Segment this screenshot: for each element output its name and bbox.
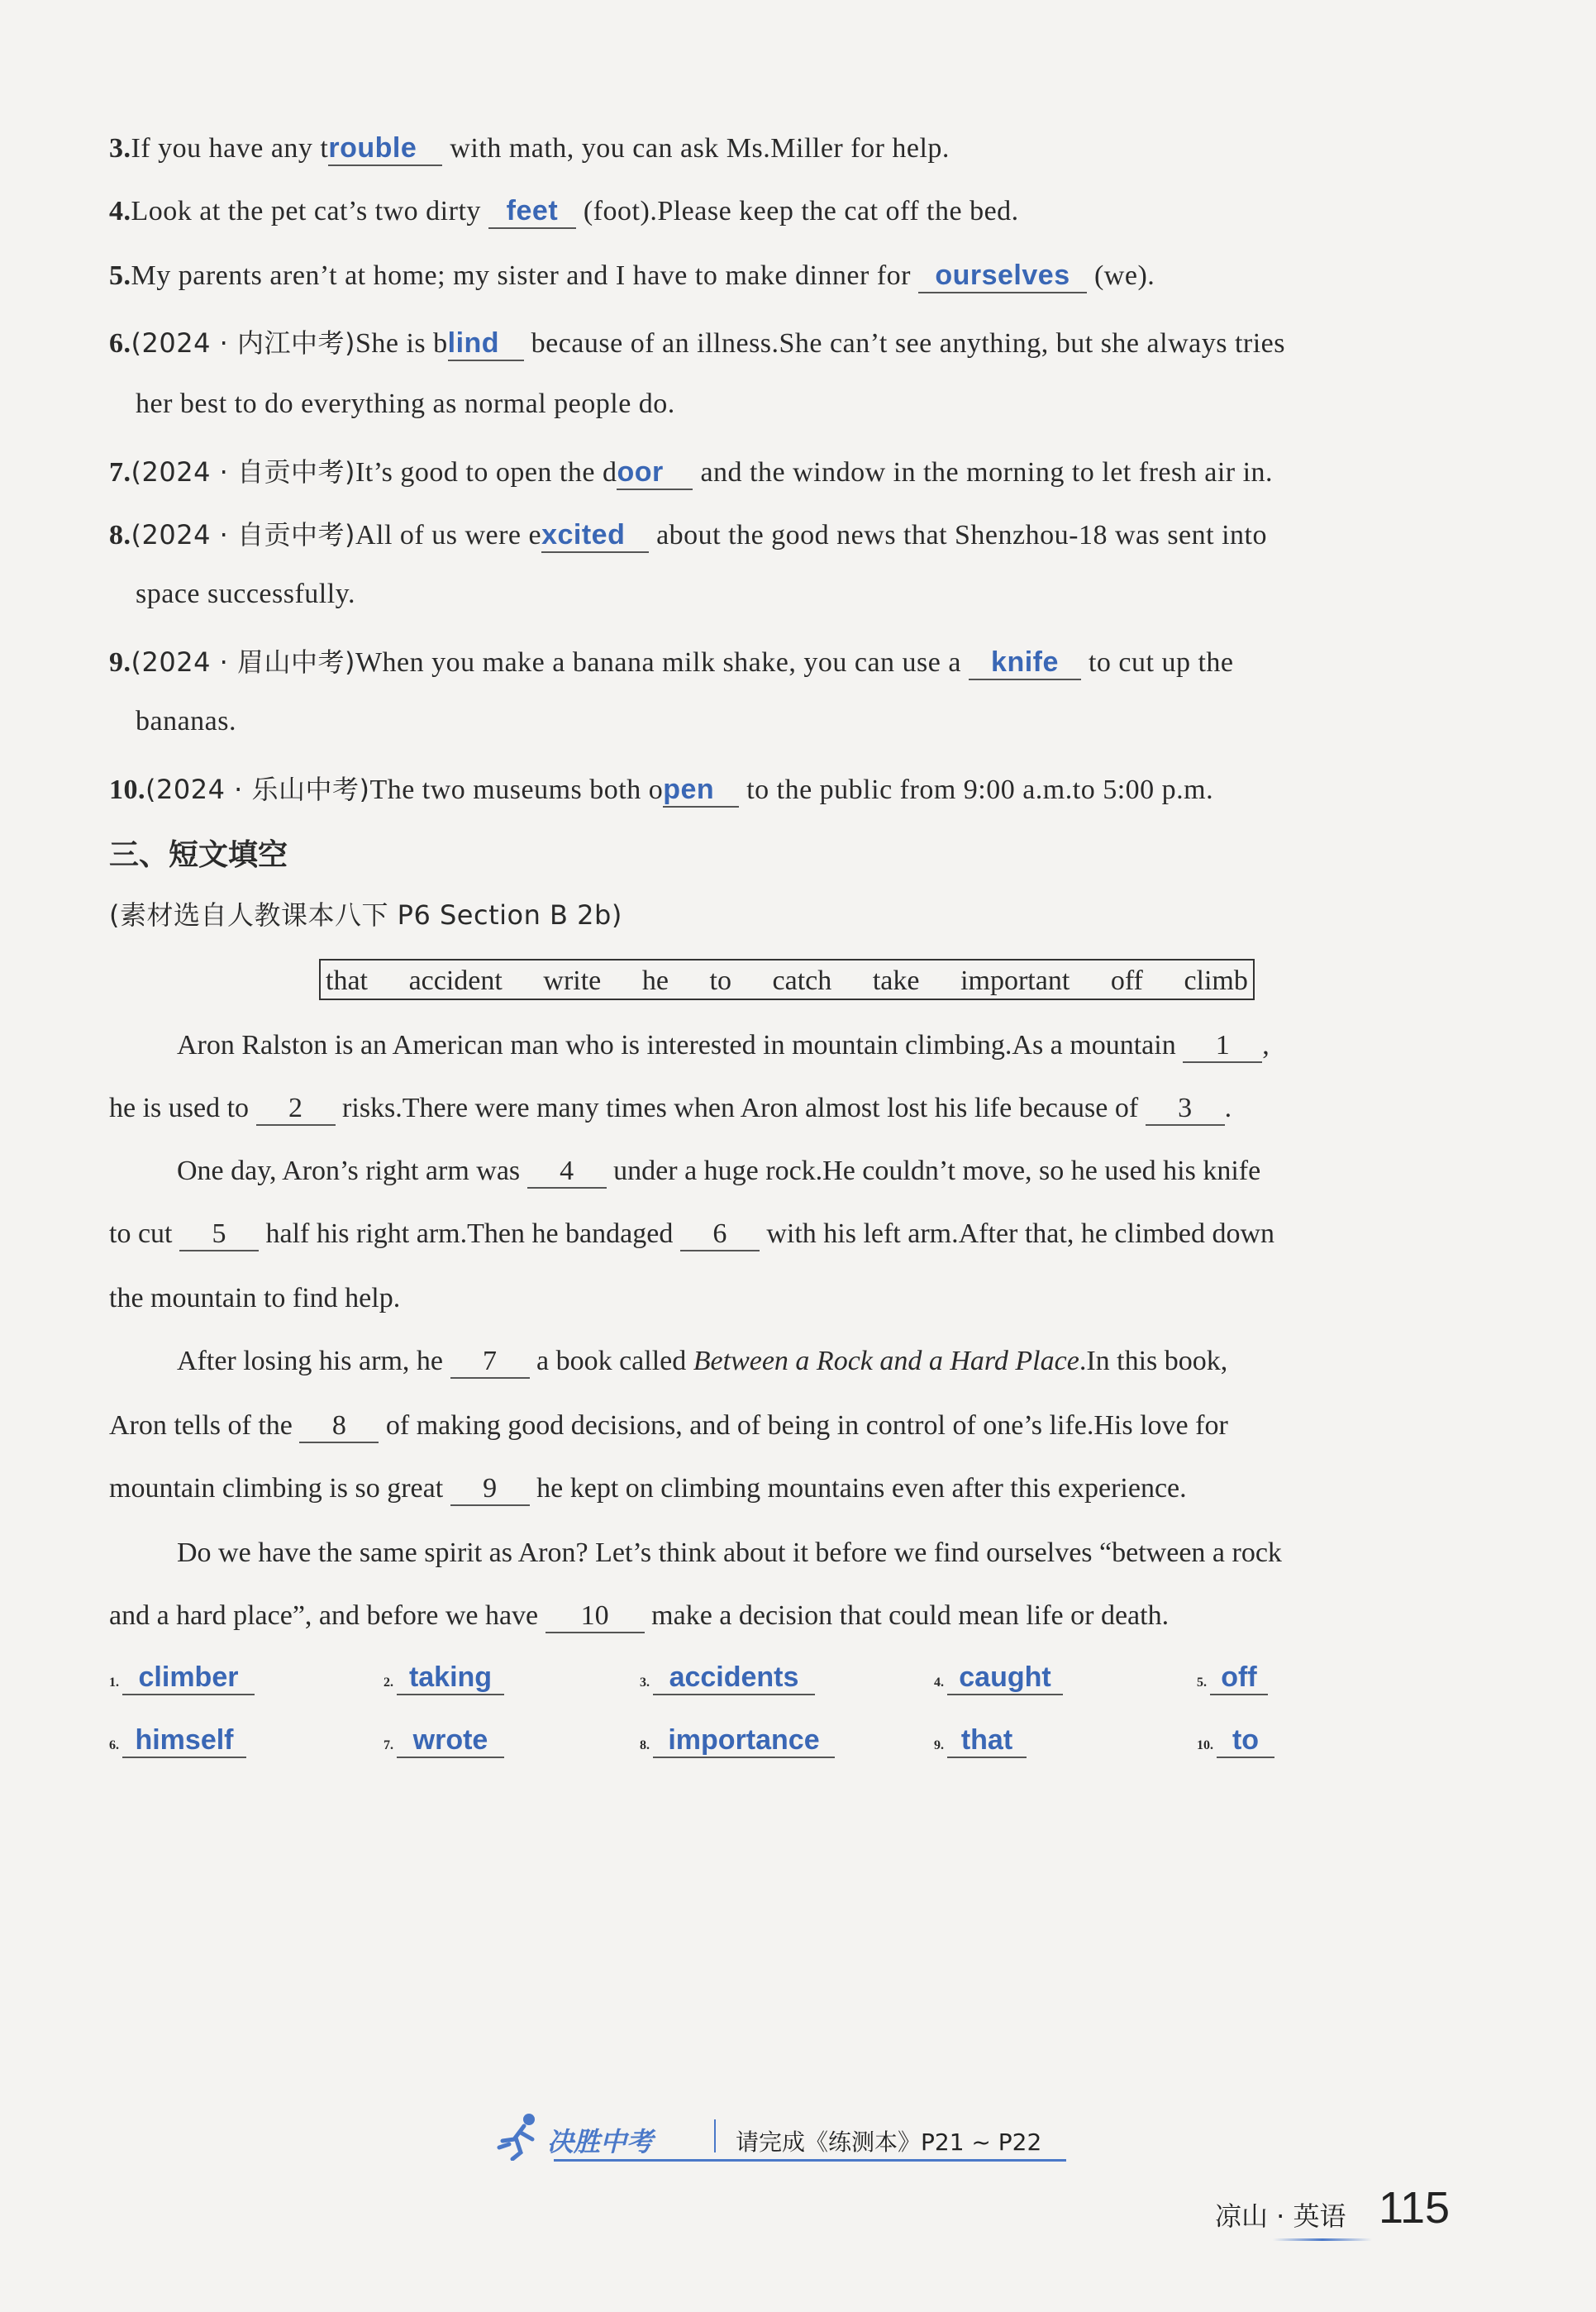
passage-text: the mountain to find help. — [109, 1283, 401, 1313]
page-region: 凉山 · 英语 — [1215, 2200, 1346, 2232]
word-bank-item: write — [543, 965, 602, 996]
answer-item — [1197, 1724, 1274, 1758]
passage-blank: 9 — [450, 1473, 530, 1506]
answer-text: wrote — [397, 1724, 504, 1758]
answer-item — [934, 1724, 1027, 1758]
question-source: (2024 · 眉山中考) — [131, 646, 355, 678]
answer-text: that — [947, 1724, 1027, 1758]
answer-item — [1197, 1661, 1268, 1695]
answer-blank — [617, 456, 693, 490]
passage-line: he is used to 2 risks.There were many times when Aron almost lost his life because of 3 . — [109, 1093, 1465, 1126]
word-bank-item: climb — [1184, 965, 1248, 996]
book-title: Between a Rock and a Hard Place — [693, 1346, 1079, 1376]
question-text: She is b — [355, 328, 448, 359]
word-bank-item: catch — [772, 965, 832, 996]
question-text: with math, you can ask Ms.Miller for help. — [442, 133, 950, 164]
answer-number: 7. — [384, 1738, 393, 1752]
question-number: 8. — [109, 520, 131, 551]
passage-blank: 3 — [1146, 1093, 1225, 1126]
passage-text: make a decision that could mean life or death. — [651, 1600, 1170, 1631]
question-source: (2024 · 内江中考) — [131, 327, 355, 359]
answer-number: 9. — [934, 1738, 944, 1752]
answer-text: off — [1210, 1661, 1268, 1695]
passage-blank: 6 — [680, 1218, 760, 1251]
answer-item — [384, 1661, 504, 1695]
word-bank-item: important — [960, 965, 1070, 996]
answer-number: 2. — [384, 1676, 393, 1690]
answer-item — [640, 1661, 815, 1695]
answer-text: oor — [617, 456, 664, 488]
passage-line: Aron Ralston is an American man who is interested in mountain climbing.As a mountain 1 , — [177, 1030, 1466, 1063]
passage-text: of making good decisions, and of being in control of one’s life.His love for — [385, 1410, 1228, 1441]
question-8-continued — [136, 579, 1508, 610]
passage-blank: 10 — [545, 1600, 645, 1633]
answer-item — [934, 1661, 1063, 1695]
passage-blank: 2 — [256, 1093, 336, 1126]
word-bank-item: that — [326, 965, 368, 996]
answer-blank — [969, 646, 1081, 680]
question-10 — [109, 769, 1481, 808]
question-number: 5. — [109, 260, 131, 291]
passage-text: to cut — [109, 1218, 173, 1249]
answer-item — [384, 1724, 504, 1758]
footer-instruction: 请完成《练测本》P21 ~ P22 — [736, 2128, 1042, 2156]
question-text: her best to do everything as normal people do. — [136, 389, 675, 419]
question-text: to cut up the — [1080, 647, 1234, 678]
question-number: 7. — [109, 457, 131, 488]
passage-text: he is used to — [109, 1093, 250, 1123]
question-number: 6. — [109, 328, 131, 359]
footer-divider — [714, 2119, 716, 2152]
word-bank-item: accident — [408, 965, 503, 996]
question-3 — [109, 132, 1481, 166]
page-underline — [1273, 2238, 1372, 2241]
passage-line — [109, 1473, 1465, 1506]
question-5 — [109, 260, 1481, 293]
question-9 — [109, 641, 1481, 680]
question-text: Look at the pet cat’s two dirty — [131, 196, 488, 226]
question-text: (foot).Please keep the cat off the bed. — [575, 196, 1019, 226]
question-text: bananas. — [136, 706, 237, 737]
question-6-continued — [136, 389, 1508, 420]
passage-blank: 1 — [1183, 1030, 1262, 1063]
brand-logo: 决胜中考 — [547, 2126, 654, 2157]
answer-text: himself — [122, 1724, 246, 1758]
question-text: My parents aren’t at home; my sister and I have to make dinner for — [131, 260, 918, 291]
footer-banner — [496, 2108, 1074, 2174]
answer-blank — [488, 195, 576, 229]
question-8 — [109, 514, 1481, 553]
question-number: 3. — [109, 133, 131, 164]
question-text: about the good news that Shenzhou-18 was sent into — [649, 520, 1267, 551]
answer-number: 6. — [109, 1738, 119, 1752]
passage-text: Aron Ralston is an American man who is interested in mountain climbing.As a mountain — [177, 1030, 1176, 1061]
question-text: (we). — [1086, 260, 1155, 291]
question-text: When you make a banana milk shake, you can use a — [355, 647, 969, 678]
answer-text: feet — [506, 195, 559, 226]
answer-text: climber — [122, 1661, 255, 1695]
passage-text: mountain climbing is so great — [109, 1473, 444, 1504]
passage-text: Aron tells of the — [109, 1410, 293, 1441]
answer-blank — [448, 327, 524, 361]
answer-blank — [663, 774, 739, 808]
passage-blank: 4 — [527, 1156, 607, 1189]
question-source: (2024 · 乐山中考) — [145, 774, 370, 805]
answer-item — [109, 1661, 255, 1695]
question-text: It’s good to open the d — [355, 457, 617, 488]
answer-text: xcited — [541, 519, 626, 551]
answer-number: 8. — [640, 1738, 650, 1752]
passage-text: he kept on climbing mountains even after this experience. — [536, 1473, 1187, 1504]
question-9-continued — [136, 706, 1508, 737]
word-bank-item: off — [1110, 965, 1143, 996]
passage-blank: 8 — [299, 1410, 379, 1443]
question-source: (2024 · 自贡中考) — [131, 519, 355, 551]
passage-line — [109, 1410, 1465, 1443]
answer-text: importance — [653, 1724, 835, 1758]
answer-text: lind — [447, 327, 500, 359]
running-figure-icon — [496, 2111, 545, 2161]
question-text: The two museums both o — [369, 775, 664, 805]
answer-text: accidents — [653, 1661, 815, 1695]
word-bank-item: he — [641, 965, 669, 996]
question-6 — [109, 322, 1481, 361]
question-number: 4. — [109, 196, 131, 226]
answer-text: caught — [947, 1661, 1063, 1695]
word-bank — [319, 959, 1255, 1000]
answer-text: knife — [991, 646, 1059, 678]
section-source: (素材选自人教课本八下 P6 Section B 2b) — [109, 899, 622, 931]
answer-text: rouble — [328, 132, 417, 164]
answer-number: 1. — [109, 1676, 119, 1690]
answer-number: 4. — [934, 1676, 944, 1690]
passage-text: After losing his arm, he — [177, 1346, 443, 1376]
passage-text: .In this book, — [1079, 1346, 1228, 1376]
passage-line — [177, 1156, 1532, 1189]
answer-blank — [541, 519, 649, 553]
passage-text: a book called — [536, 1346, 687, 1376]
passage-line — [109, 1283, 1465, 1314]
answer-text: taking — [397, 1661, 504, 1695]
answer-text: to — [1217, 1724, 1274, 1758]
answer-item — [640, 1724, 835, 1758]
passage-text: with his left arm.After that, he climbed down — [766, 1218, 1275, 1249]
passage-blank: 5 — [179, 1218, 259, 1251]
footer-underline — [554, 2159, 1066, 2162]
question-text: All of us were e — [355, 520, 542, 551]
answer-text: pen — [663, 774, 715, 805]
passage-text: Do we have the same spirit as Aron? Let’s think about it before we find ourselves “between a rock — [177, 1537, 1282, 1568]
passage-text: under a huge rock.He couldn’t move, so he used his knife — [613, 1156, 1261, 1186]
passage-text: half his right arm.Then he bandaged — [265, 1218, 674, 1249]
passage-text: and a hard place”, and before we have — [109, 1600, 539, 1631]
answer-blank — [328, 132, 442, 166]
word-bank-item: to — [709, 965, 731, 996]
question-text: If you have any t — [131, 133, 329, 164]
page-number: 115 — [1379, 2183, 1451, 2233]
answer-number: 3. — [640, 1676, 650, 1690]
answer-number: 10. — [1197, 1738, 1213, 1752]
passage-text: One day, Aron’s right arm was — [177, 1156, 521, 1186]
passage-line — [177, 1346, 1532, 1379]
answer-item — [109, 1724, 246, 1758]
question-text: and the window in the morning to let fresh air in. — [693, 457, 1274, 488]
question-4 — [109, 195, 1481, 229]
passage-line — [177, 1537, 1532, 1569]
passage-line — [109, 1600, 1465, 1633]
question-7 — [109, 451, 1481, 490]
answer-blank — [918, 260, 1087, 293]
passage-blank: 7 — [450, 1346, 530, 1379]
section-title: 三、短文填空 — [109, 838, 288, 872]
question-number: 9. — [109, 647, 131, 678]
question-text: because of an illness.She can’t see anything, but she always tries — [523, 328, 1285, 359]
passage-line — [109, 1218, 1465, 1251]
passage-text: risks.There were many times when Aron almost lost his life because of — [342, 1093, 1139, 1123]
question-number: 10. — [109, 775, 145, 805]
question-text: to the public from 9:00 a.m.to 5:00 p.m. — [739, 775, 1214, 805]
answer-text: ourselves — [935, 260, 1070, 291]
question-text: space successfully. — [136, 579, 355, 609]
question-source: (2024 · 自贡中考) — [131, 456, 355, 488]
word-bank-item: take — [872, 965, 920, 996]
answer-number: 5. — [1197, 1676, 1207, 1690]
